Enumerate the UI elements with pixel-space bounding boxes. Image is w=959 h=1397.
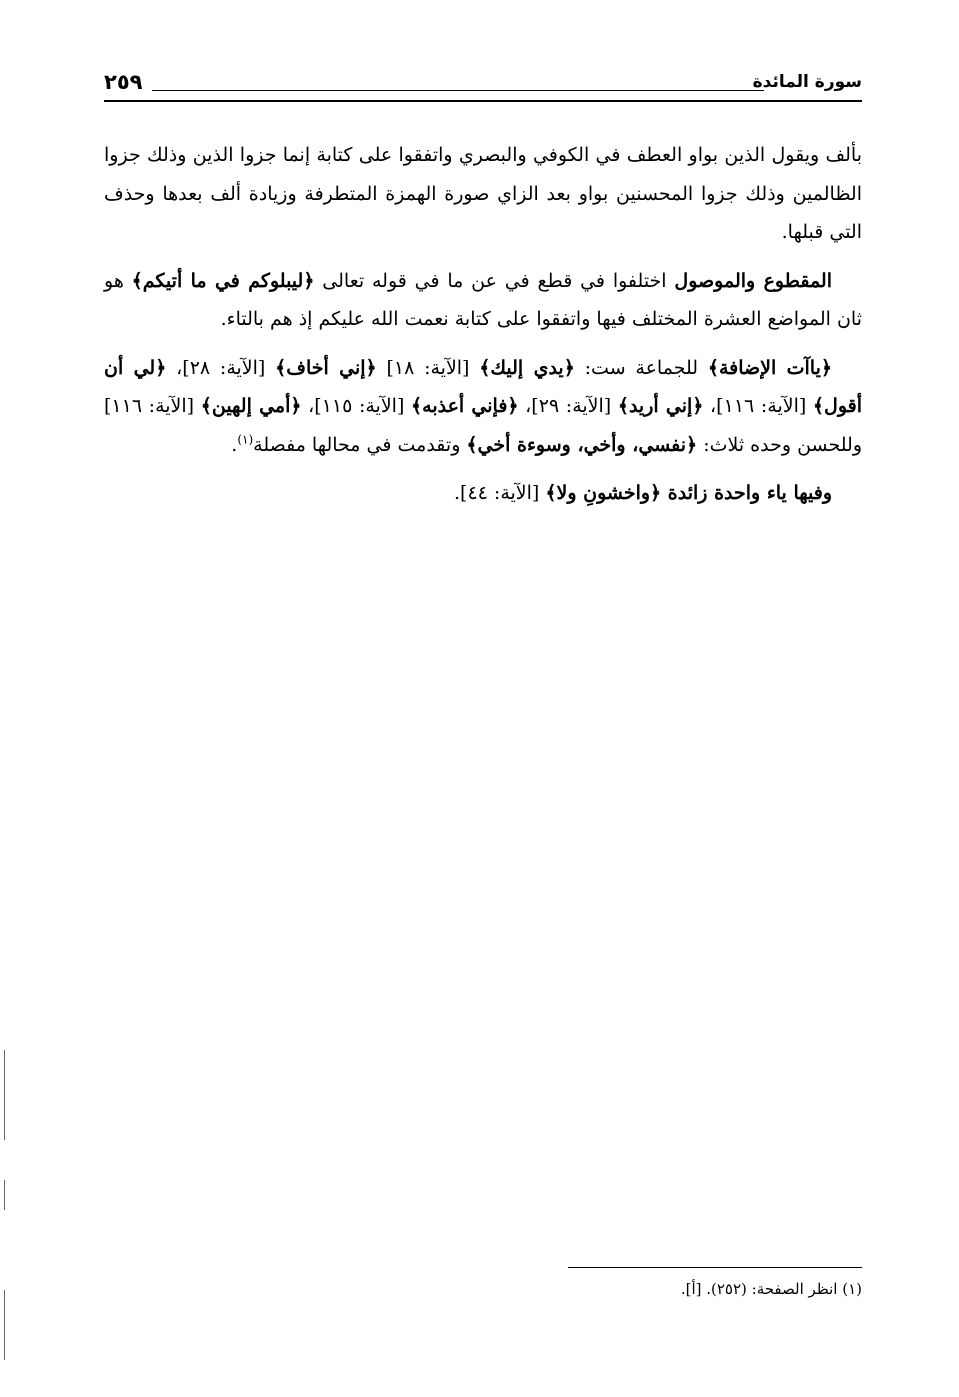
- text-segment: اختلفوا في قطع في عن ما في قوله تعالى: [314, 269, 675, 292]
- paragraph: [104, 474, 862, 513]
- bold-text-segment: ﴿أمي إلهين﴾: [200, 395, 302, 417]
- bold-text-segment: ﴿نفسي، وأخي، وسوءة أخي﴾: [466, 433, 698, 456]
- text-segment: [الآية: ١١٦] وللحسن وحده ثلاث:: [104, 395, 862, 456]
- text-segment: بألف ويقول الذين بواو العطف في الكوفي والبصري واتفقوا على كتابة إنما جزوا الذين وذلك جزوا الظالمين وذلك جزوا المحسنين بواو بعد الزاي صورة الهمزة المتطرفة وزيادة ألف بعدها وحذف التي قبلها.: [104, 144, 862, 243]
- page-number: ٢٥٩: [104, 70, 143, 94]
- scan-edge-mark: [4, 1290, 5, 1360]
- paragraph: [104, 136, 862, 252]
- text-segment: [الآية: ١١٥]،: [301, 395, 411, 417]
- footnote-separator: [568, 1267, 862, 1268]
- header-rule-thick: [104, 100, 862, 102]
- header-rule-thin: [152, 90, 764, 91]
- text-segment: [الآية: ١٨]: [376, 356, 480, 379]
- text-segment: للجماعة ست:: [574, 356, 708, 379]
- text-segment: وتقدمت في محالها مفصلة: [253, 433, 467, 456]
- bold-text-segment: ﴿فإني أعذبه﴾: [411, 395, 519, 417]
- bold-text-segment: ﴿إني أخاف﴾: [275, 356, 377, 379]
- page-header: [104, 70, 862, 110]
- bold-text-segment: ﴿إني أريد﴾: [617, 395, 704, 417]
- scan-edge-mark: [4, 1180, 5, 1210]
- text-segment: [الآية: ٤٤].: [454, 482, 546, 504]
- bold-text-segment: المقطوع والموصول: [674, 269, 832, 292]
- text-segment: [الآية: ٢٨]،: [166, 356, 276, 379]
- text-segment: [الآية: ١١٦]،: [703, 395, 813, 417]
- text-segment: [الآية: ٢٩]،: [518, 395, 618, 417]
- bold-text-segment: وفيها ياء واحدة زائدة: [661, 482, 832, 504]
- footnote-marker: (١): [237, 432, 254, 447]
- paragraph: [104, 349, 862, 465]
- bold-text-segment: ﴿لي أن أقول﴾: [104, 356, 863, 417]
- main-text: [104, 136, 862, 523]
- bold-text-segment: ﴿واخشونِ ولا﴾: [545, 482, 662, 504]
- text-segment: .: [231, 433, 238, 456]
- bold-text-segment: ﴿ياآت الإضافة﴾: [707, 356, 833, 379]
- footnote: (١) انظر الصفحة: (٢٥٢). [أ].: [680, 1280, 862, 1298]
- surah-name: سورة المائدة: [752, 72, 862, 92]
- bold-text-segment: ﴿ليبلوكم في ما أتيكم﴾: [131, 269, 315, 292]
- paragraph: [104, 262, 862, 339]
- text-segment: هو ثان المواضع العشرة المختلف فيها واتفقوا على كتابة نعمت الله عليكم إذ هم بالتاء.: [104, 269, 862, 330]
- scan-edge-mark: [4, 1050, 5, 1140]
- bold-text-segment: ﴿يدي إليك﴾: [479, 356, 575, 379]
